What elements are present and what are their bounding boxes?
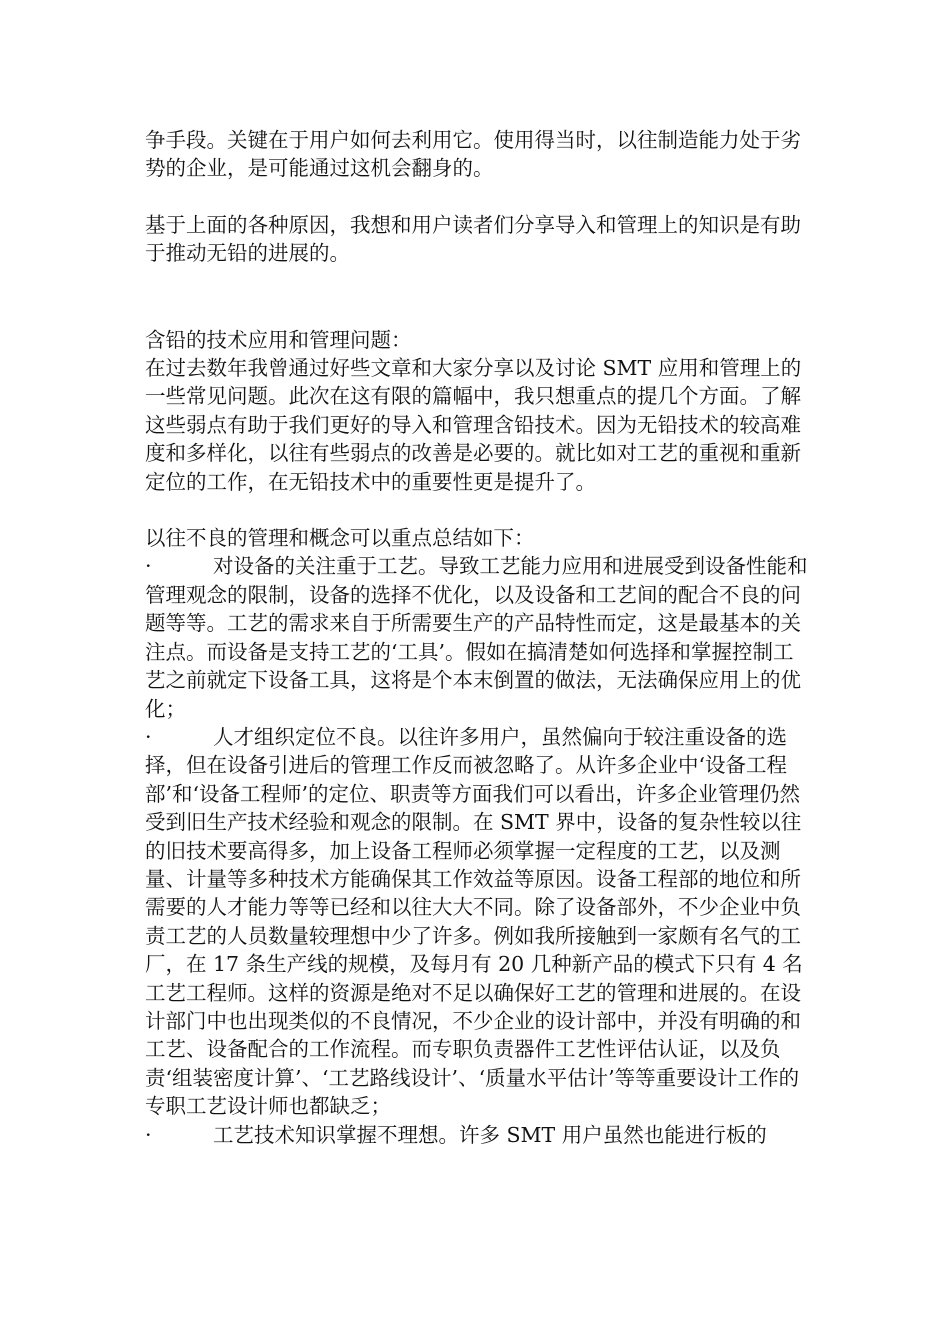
paragraph-3: 在过去数年我曾通过好些文章和大家分享以及讨论 SMT 应用和管理上的一些常见问题。此次在这有限的篇幅中，我只想重点的提几个方面。了解这些弱点有助于我们更好的导入和管理含铅技术。因为无铅技术的较高难度和多样化，以往有些弱点的改善是必要的。就比如对工艺的重视和重新定位的工作，在无铅技术中的重要性更是提升了。: [145, 356, 802, 494]
summary-intro: 以往不良的管理和概念可以重点总结如下：: [145, 526, 535, 551]
bullet-marker: ·: [145, 1122, 152, 1147]
bullet-text-3: 工艺技术知识掌握不理想。许多 SMT 用户虽然也能进行板的: [213, 1122, 767, 1147]
bullet-item-1: [145, 552, 810, 722]
section-heading: 含铅的技术应用和管理问题：: [145, 327, 412, 352]
bullet-item-3: [145, 1121, 810, 1149]
paragraph-1: 争手段。关键在于用户如何去利用它。使用得当时，以往制造能力处于劣势的企业，是可能通过这机会翻身的。: [145, 128, 801, 181]
document-page: [145, 126, 810, 1149]
bullet-marker: ·: [145, 554, 152, 579]
bullet-marker: ·: [145, 724, 152, 749]
bullet-text-1: 对设备的关注重于工艺。导致工艺能力应用和进展受到设备性能和管理观念的限制，设备的选择不优化，以及设备和工艺间的配合不良的问题等等。工艺的需求来自于所需要生产的产品特性而定，这是最基本的关注点。而设备是支持工艺的‘工具’。假如在搞清楚如何选择和掌握控制工艺之前就定下设备工具，这将是个本末倒置的做法，无法确保应用上的优化；: [145, 554, 808, 721]
paragraph-2: 基于上面的各种原因，我想和用户读者们分享导入和管理上的知识是有助于推动无铅的进展的。: [145, 212, 801, 266]
bullet-text-2: 人才组织定位不良。以往许多用户，虽然偏向于较注重设备的选择，但在设备引进后的管理工作反而被忽略了。从许多企业中‘设备工程部’和‘设备工程师’的定位、职责等方面我们可以看出，许多企业管理仍然受到旧生产技术经验和观念的限制。在 SMT 界中，设备的复杂性较以往的旧技术要高得多，加上设备工程师必须掌握一定程度的工艺，以及测量、计量等多种技术方能确保其工作效益等原因。设备工程部的地位和所需要的人才能力等等已经和以往大大不同。除了设备部外，不少企业中负责工艺的人员数量较理想中少了许多。例如我所接触到一家颇有名气的工厂，在 17 条生产线的规模，及每月有 20 几种新产品的模式下只有 4 名工艺工程师。这样的资源是绝对不足以确保好工艺的管理和进展的。在设计部门中也出现类似的不良情况，不少企业的设计部中，并没有明确的和工艺、设备配合的工作流程。而专职负责器件工艺性评估认证，以及负责‘组装密度计算’、‘工艺路线设计’、‘质量水平估计’等等重要设计工作的专职工艺设计师也都缺乏；: [145, 724, 803, 1119]
bullet-item-2: [145, 723, 810, 1121]
